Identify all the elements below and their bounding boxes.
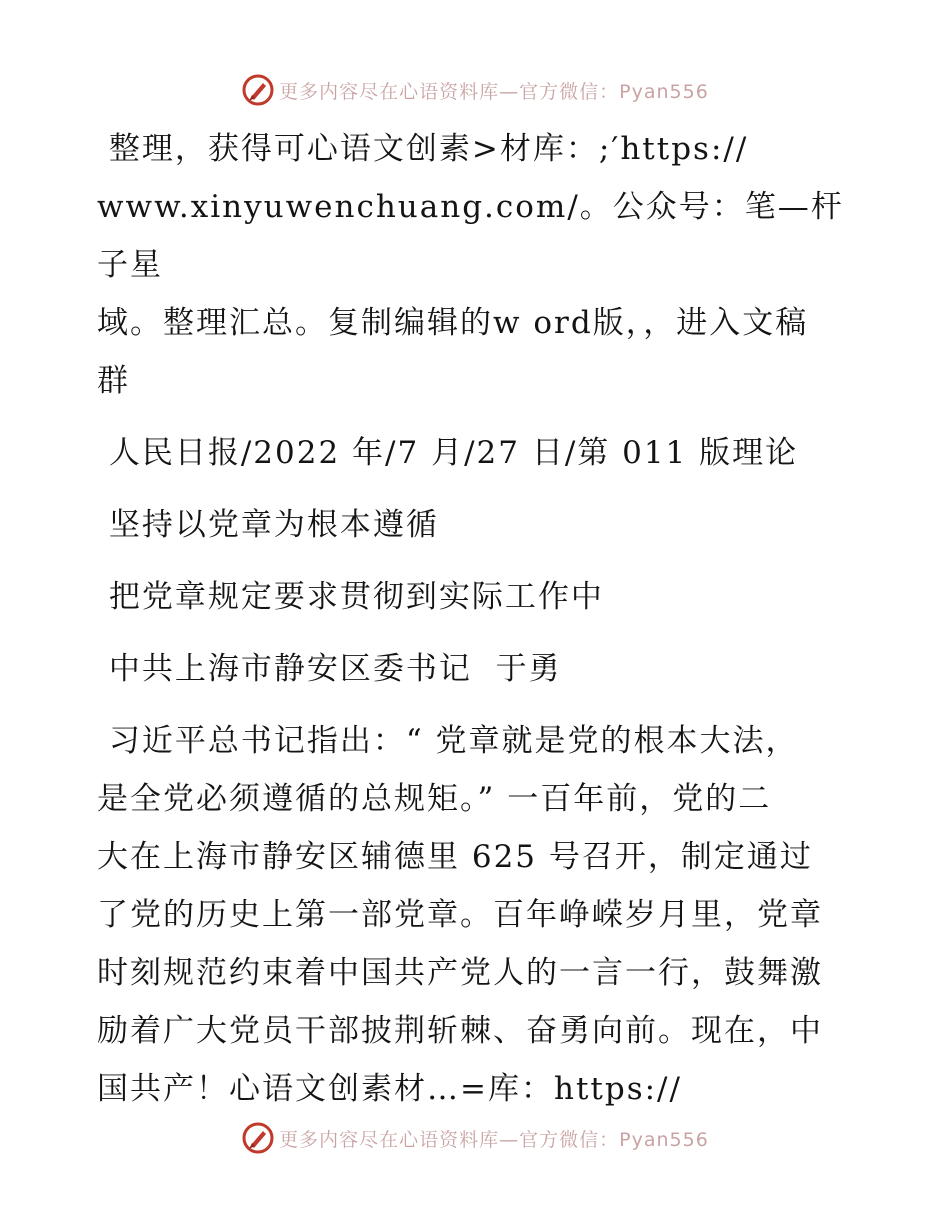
body-line: 习近平总书记指出：“ 党章就是党的根本大法， [97,723,799,759]
intro-line: www.xinyuwenchuang.com/。公众号：笔—杆子星 [97,189,844,283]
body-line: 大在上海市静安区辅德里 625 号召开，制定通过 [97,839,813,875]
source-line: 人民日报/2022 年/7 月/27 日/第 011 版理论 [97,435,799,471]
body-line: 时刻规范约束着中国共产党人的一言一行，鼓舞激 [97,955,823,991]
headline: 坚持以党章为根本遵循 [97,507,439,543]
document-body [97,120,857,1118]
pen-logo-icon [241,73,275,107]
intro-line: 整理，获得可心语文创素>材库：;′https:// [97,131,749,167]
body-line: 是全党必须遵循的总规矩。” 一百年前，党的二 [97,781,772,817]
subheadline: 把党章规定要求贯彻到实际工作中 [97,579,604,615]
body-line: 国共产！心语文创素材…=库：https:// [97,1071,682,1107]
body-line: 励着广大党员干部披荆斩棘、奋勇向前。现在，中 [97,1013,823,1049]
author-line: 中共上海市静安区委书记 于勇 [97,651,562,687]
header-banner-text: 更多内容尽在心语资料库—官方微信：Pyan556 [279,80,709,103]
header-banner [0,70,950,110]
footer-banner [0,1118,950,1158]
intro-line: 域。整理汇总。复制编辑的w ord版，，进入文稿 [97,305,809,341]
pen-logo-icon [241,1121,275,1155]
body-line: 了党的历史上第一部党章。百年峥嵘岁月里，党章 [97,897,823,933]
intro-line: 群 [97,363,130,399]
footer-banner-text: 更多内容尽在心语资料库—官方微信：Pyan556 [279,1128,709,1151]
